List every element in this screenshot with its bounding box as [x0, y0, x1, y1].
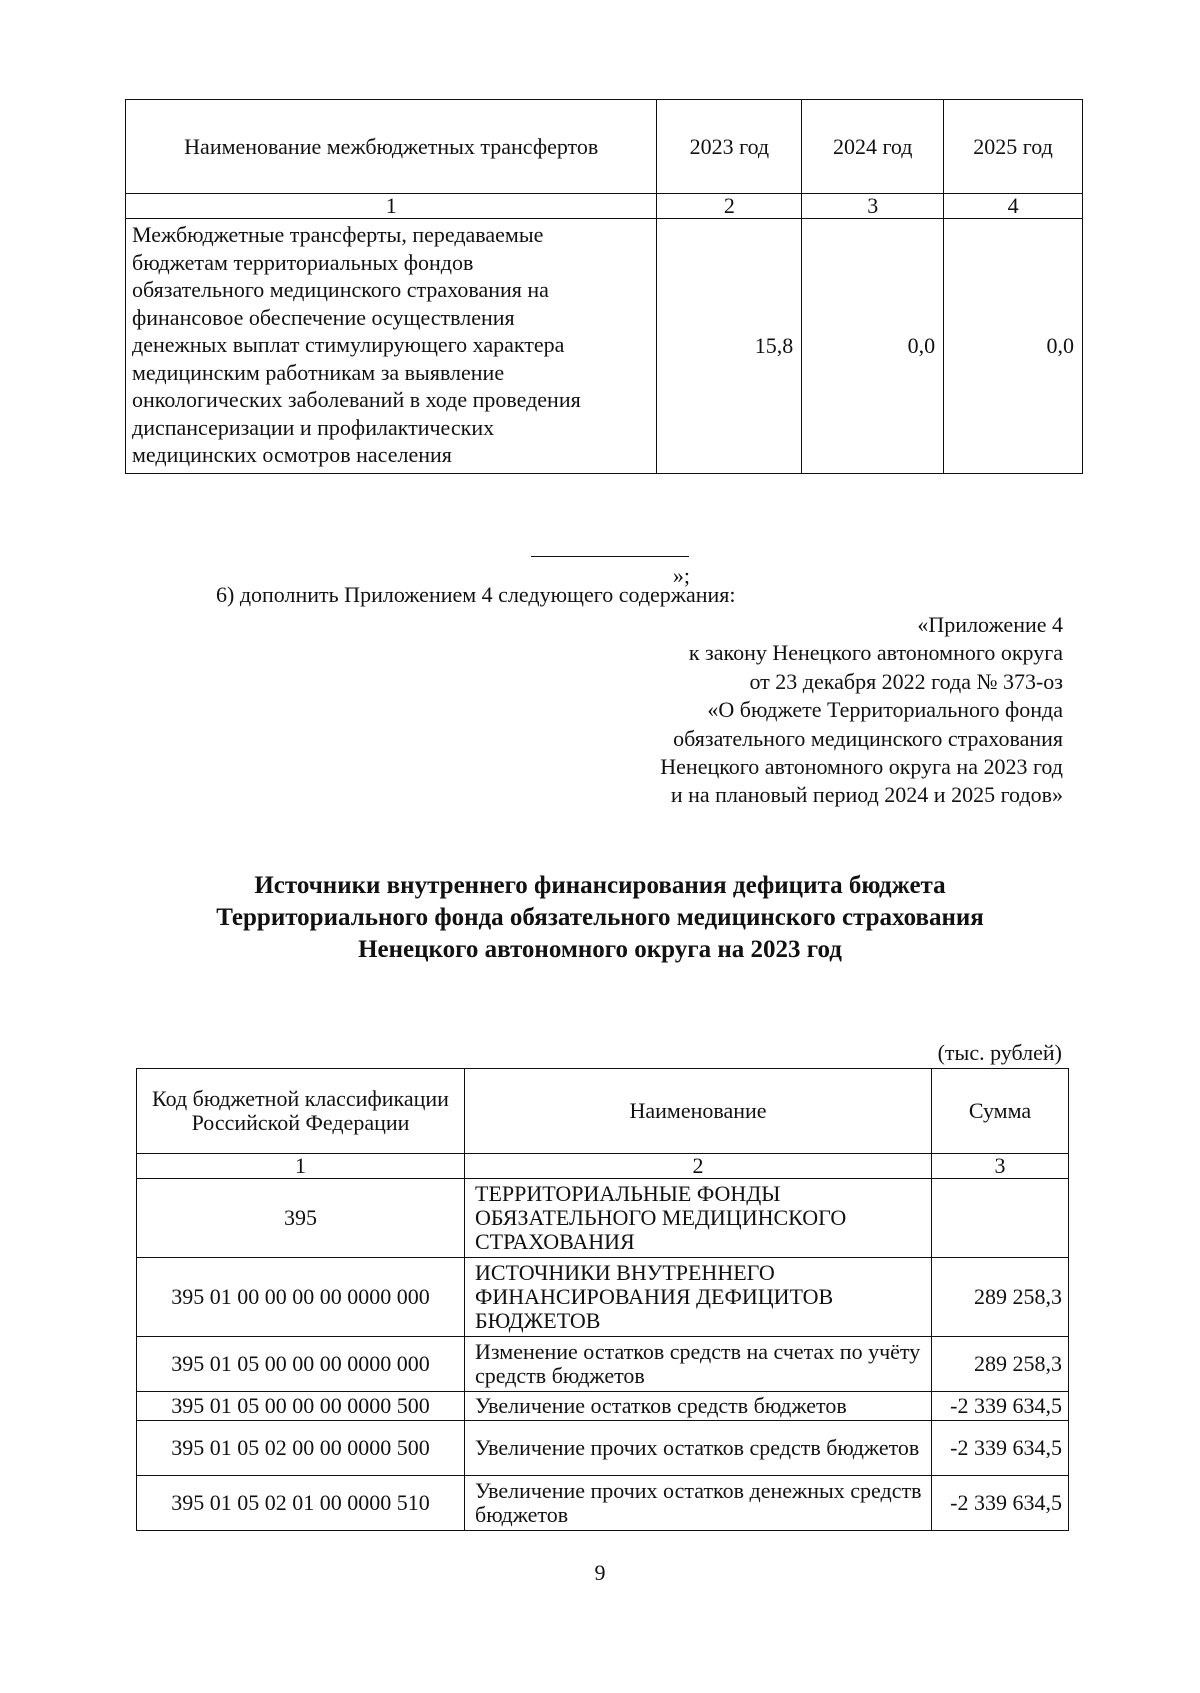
- column-number: 3: [802, 194, 944, 219]
- code-cell: 395 01 05 02 01 00 0000 510: [137, 1476, 465, 1531]
- description-line: обязательного медицинского страхования на: [132, 277, 549, 302]
- name-cell: Увеличение прочих остатков средств бюджетов: [465, 1421, 932, 1476]
- code-cell: 395 01 00 00 00 00 0000 000: [137, 1258, 465, 1337]
- header-cell-name: Наименование межбюджетных трансфертов: [126, 100, 657, 194]
- signature-line: [531, 536, 689, 557]
- sum-cell: 289 258,3: [932, 1258, 1069, 1337]
- closing-quote-text: »;: [672, 563, 690, 588]
- table-header-row: [137, 1069, 1069, 1154]
- table-row: [137, 1476, 1069, 1531]
- header-cell-code: Код бюджетной классификации Российской Федерации: [137, 1069, 465, 1154]
- title-line: Территориального фонда обязательного медицинского страхования: [216, 904, 984, 931]
- table-header-row: [126, 100, 1083, 194]
- description-line: диспансеризации и профилактических: [132, 414, 495, 440]
- column-number: 1: [126, 194, 657, 219]
- appendix-line: от 23 декабря 2022 года № 373-оз: [749, 668, 1063, 694]
- column-number: 2: [465, 1154, 932, 1179]
- appendix-line: Ненецкого автономного округа на 2023 год: [660, 754, 1063, 780]
- header-cell-2024: 2024 год: [802, 100, 944, 194]
- appendix-header: [660, 611, 1063, 810]
- sum-cell: [932, 1179, 1069, 1258]
- table-row: [137, 1392, 1069, 1421]
- header-cell-2025: 2025 год: [944, 100, 1083, 194]
- description-line: медицинским работникам за выявление: [132, 359, 505, 385]
- header-cell-2023: 2023 год: [657, 100, 802, 194]
- title-line: Источники внутреннего финансирования дефицита бюджета: [254, 872, 946, 899]
- description-line: бюджетам территориальных фондов: [132, 249, 474, 275]
- sum-cell: 289 258,3: [932, 1337, 1069, 1392]
- sum-cell: -2 339 634,5: [932, 1421, 1069, 1476]
- column-number-row: [126, 194, 1083, 219]
- sum-cell: -2 339 634,5: [932, 1392, 1069, 1421]
- appendix-line: и на плановый период 2024 и 2025 годов»: [670, 782, 1063, 808]
- value-2023: 15,8: [657, 219, 802, 474]
- sum-cell: -2 339 634,5: [932, 1476, 1069, 1531]
- table-row: [137, 1179, 1069, 1258]
- header-cell-name: Наименование: [465, 1069, 932, 1154]
- value-2025: 0,0: [944, 219, 1083, 474]
- name-cell: Изменение остатков средств на счетах по учёту средств бюджетов: [465, 1337, 932, 1392]
- page-title: [0, 870, 1200, 966]
- header-cell-sum: Сумма: [932, 1069, 1069, 1154]
- appendix-line: «Приложение 4: [917, 612, 1063, 637]
- appendix-line: обязательного медицинского страхования: [673, 725, 1063, 751]
- table-row: [137, 1258, 1069, 1337]
- column-number: 4: [944, 194, 1083, 219]
- table-row: [137, 1421, 1069, 1476]
- unit-label: (тыс. рублей): [937, 1040, 1062, 1065]
- description-line: онкологических заболеваний в ходе проведения: [132, 387, 581, 412]
- name-cell: Увеличение прочих остатков денежных средств бюджетов: [465, 1476, 932, 1531]
- appendix-line: «О бюджете Территориального фонда: [707, 697, 1063, 723]
- code-cell: 395 01 05 02 00 00 0000 500: [137, 1421, 465, 1476]
- column-number-row: [137, 1154, 1069, 1179]
- column-number: 2: [657, 194, 802, 219]
- table-row: [137, 1337, 1069, 1392]
- description-line: финансовое обеспечение осуществления: [132, 304, 515, 330]
- code-cell: 395: [137, 1179, 465, 1258]
- column-number: 3: [932, 1154, 1069, 1179]
- code-cell: 395 01 05 00 00 00 0000 500: [137, 1392, 465, 1421]
- transfers-table: [125, 99, 1083, 474]
- name-cell: Увеличение остатков средств бюджетов: [465, 1392, 932, 1421]
- transfer-description: [126, 219, 657, 474]
- page-number: 9: [594, 1560, 606, 1585]
- table-row: [126, 219, 1083, 474]
- code-cell: 395 01 05 00 00 00 0000 000: [137, 1337, 465, 1392]
- description-line: денежных выплат стимулирующего характера: [132, 332, 565, 357]
- column-number: 1: [137, 1154, 465, 1179]
- description-line: медицинских осмотров населения: [132, 442, 452, 467]
- description-line: Межбюджетные трансферты, передаваемые: [132, 222, 544, 247]
- name-cell: ТЕРРИТОРИАЛЬНЫЕ ФОНДЫ ОБЯЗАТЕЛЬНОГО МЕДИЦИНСКОГО СТРАХОВАНИЯ: [465, 1179, 932, 1258]
- sources-table: [136, 1068, 1069, 1531]
- name-cell: ИСТОЧНИКИ ВНУТРЕННЕГО ФИНАНСИРОВАНИЯ ДЕФИЦИТОВ БЮДЖЕТОВ: [465, 1258, 932, 1337]
- item-6-text: 6) дополнить Приложением 4 следующего содержания:: [216, 582, 736, 607]
- value-2024: 0,0: [802, 219, 944, 474]
- title-line: Ненецкого автономного округа на 2023 год: [358, 936, 842, 963]
- appendix-line: к закону Ненецкого автономного округа: [688, 640, 1063, 666]
